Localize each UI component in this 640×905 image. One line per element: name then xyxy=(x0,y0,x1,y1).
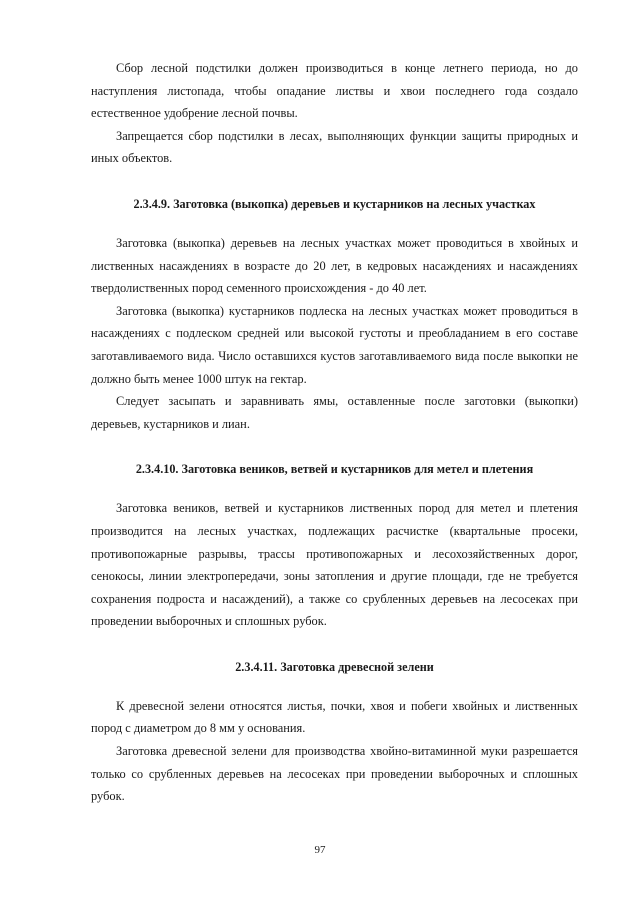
section-heading-2-3-4-9: 2.3.4.9. Заготовка (выкопка) деревьев и кустарников на лесных участках xyxy=(133,196,536,211)
paragraph-brooms-branches: Заготовка веников, ветвей и кустарников лиственных пород для метел и плетения производится на лесных участках, подлежащих расчистке (квартальные просеки, противопожарные разрывы, трассы противопожарных и лесохозяйственных дорог, сенокосы, линии электропередачи, зоны затопления и другие площади, где не требуется сохранения подроста и насаждений), а также со срубленных деревьев на лесосеках при проведении выборочных и сплошных рубок. xyxy=(91,501,578,629)
page-number: 97 xyxy=(314,844,326,856)
paragraph-greenery-harvesting: Заготовка древесной зелени для производства хвойно-витаминной муки разрешается только со срубленных деревьев на лесосеках при проведении выборочных и сплошных рубок. xyxy=(91,744,578,804)
paragraph-forest-litter-prohibition: Запрещается сбор подстилки в лесах, выполняющих функции защиты природных и иных объектов. xyxy=(91,128,578,166)
paragraph-tree-digging-age: Заготовка (выкопка) деревьев на лесных участках может проводиться в хвойных и лиственных насаждениях в возрасте до 20 лет, в кедровых насаждениях и насаждениях твердолиственных пород семенного происхождения - до 40 лет. xyxy=(91,235,578,296)
section-heading-2-3-4-11: 2.3.4.11. Заготовка древесной зелени xyxy=(235,659,434,674)
section-heading-2-3-4-10: 2.3.4.10. Заготовка веников, ветвей и кустарников для метел и плетения xyxy=(135,462,534,477)
paragraph-forest-litter-timing: Сбор лесной подстилки должен производиться в конце летнего периода, но до наступления листопада, чтобы опадание листвы и хвои последнего года создало естественное удобрение лесной почвы. xyxy=(91,61,578,121)
paragraph-shrub-digging: Заготовка (выкопка) кустарников подлеска на лесных участках может проводиться в насаждениях с подлеском средней или высокой густоты и преобладанием в его составе заготавливаемого вида. Число оставшихся кустов заготавливаемого вида после выкопки не должно быть менее 1000 штук на гектар. xyxy=(91,303,578,386)
paragraph-greenery-definition: К древесной зелени относятся листья, почки, хвоя и побеги хвойных и лиственных пород с диаметром до 8 мм у основания. xyxy=(91,698,578,736)
paragraph-pit-filling: Следует засыпать и заравнивать ямы, оставленные после заготовки (выкопки) деревьев, кустарников и лиан. xyxy=(91,394,578,431)
page-content xyxy=(91,57,578,808)
